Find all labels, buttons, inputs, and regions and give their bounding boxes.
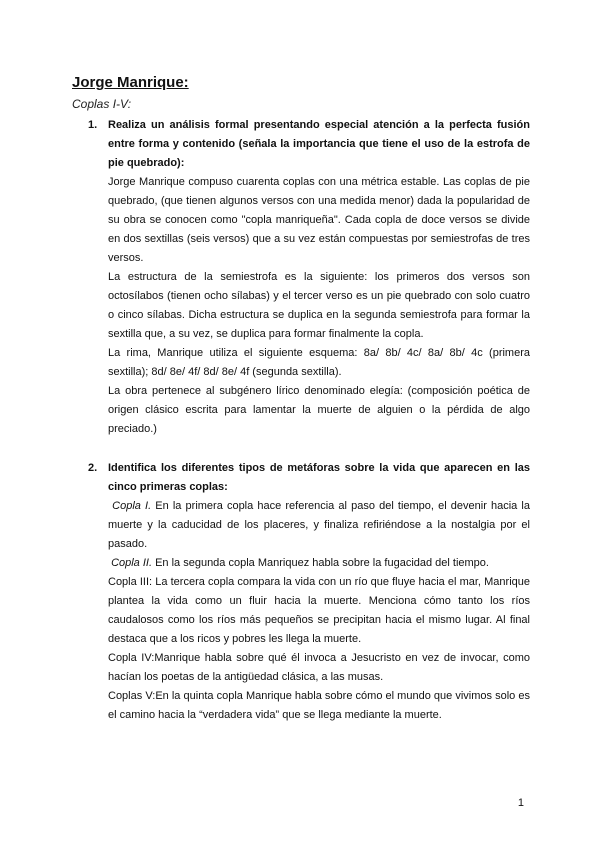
question-text: Realiza un análisis formal presentando especial atención a la perfecta fusión entre forma y contenido (señala la importancia que tiene el uso de la estrofa de pie quebrado): <box>108 119 530 169</box>
answer-paragraph: Jorge Manrique compuso cuarenta coplas con una métrica estable. Las coplas de pie quebrado, (que tienen algunos versos con una medida menor) dada la popularidad de su obra se conocen como "copla manriqueña". Cada copla de doce versos se divide en dos sextillas (seis versos) que a su vez están compuestas por semiestrofas de tres versos. <box>108 176 530 264</box>
answer-paragraph: La estructura de la semiestrofa es la siguiente: los primeros dos versos son octosílabos (tienen ocho sílabas) y el tercer verso es un pie quebrado con solo cuatro o cinco sílabas. Dicha estructura se duplica en la segunda semiestrofa para formar la sextilla que, a su vez, se duplica para formar finalmente la copla. <box>108 271 530 340</box>
answer-paragraph <box>108 554 530 573</box>
answer-paragraph: La rima, Manrique utiliza el siguiente esquema: 8a/ 8b/ 4c/ 8a/ 8b/ 4c (primera sextilla); 8d/ 8e/ 4f/ 8d/ 8e/ 4f (segunda sextilla). <box>108 347 530 378</box>
question-1 <box>90 116 530 439</box>
answer-paragraph: Copla IV:Manrique habla sobre qué él invoca a Jesucristo en vez de invocar, como hacían los poetas de la antigüedad clásica, a las musas. <box>108 652 530 683</box>
copla-text: En la segunda copla Manriquez habla sobre la fugacidad del tiempo. <box>152 557 489 569</box>
answer-paragraph: Coplas V:En la quinta copla Manrique habla sobre cómo el mundo que vivimos solo es el camino hacia la “verdadera vida” que se llega mediante la muerte. <box>108 690 530 721</box>
copla-text: En la primera copla hace referencia al paso del tiempo, el devenir hacia la muerte y la caducidad de los placeres, y finaliza refiriéndose a la nostalgia por el pasado. <box>108 500 530 550</box>
question-text: Identifica los diferentes tipos de metáforas sobre la vida que aparecen en las cinco primeras coplas: <box>108 462 530 493</box>
answer-paragraph: La obra pertenece al subgénero lírico denominado elegía: (composición poética de origen clásico escrita para lamentar la muerte de alguien o la pérdida de algo preciado.) <box>108 385 530 435</box>
question-2 <box>90 459 530 725</box>
subtitle: Coplas I-V: <box>72 97 132 111</box>
page-title: Jorge Manrique: <box>72 74 189 91</box>
answer-paragraph: Copla III: La tercera copla compara la vida con un río que fluye hacia el mar, Manrique plantea la vida como un fluir hacia la muerte. Menciona cómo tanto los ríos caudalosos como los ríos más pequeños se precipitan hacia el mismo lugar. Al final destaca que a los ricos y pobres les llega la muerte. <box>108 576 530 645</box>
answer-paragraph <box>108 497 530 554</box>
copla-label: Copla I. <box>112 500 152 512</box>
copla-label: Copla II. <box>111 557 153 569</box>
question-number: 2. <box>88 462 98 474</box>
page-number: 1 <box>517 797 524 809</box>
question-number: 1. <box>88 119 98 131</box>
